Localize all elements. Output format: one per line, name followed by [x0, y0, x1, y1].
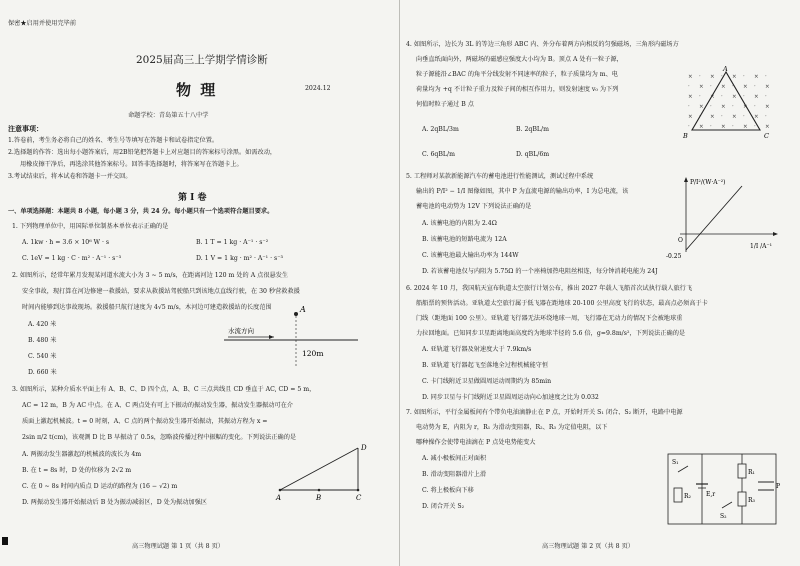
q3-triangle-diagram [270, 442, 390, 504]
q7-option-b: B. 滑动变阻器滑片上滑 [422, 471, 487, 478]
q4-option-a: A. 2qBL/3m [422, 126, 459, 133]
svg-text:×: × [754, 74, 759, 80]
label-a: A [723, 66, 728, 73]
svg-text:·: · [721, 74, 723, 80]
y-axis-label: P/I²/(W·A⁻²) [690, 179, 726, 186]
q5-option-d: D. 若该蓄电池仅与内阻为 5.75Ω 的一个座椅加热电阻丝相连，每分钟消耗电能为 24J [422, 268, 658, 275]
svg-text:×: × [699, 124, 704, 130]
x-axis-label: 1/I /A⁻¹ [750, 243, 773, 250]
label-b: B [683, 132, 688, 140]
setter-school: 命题学校：青岛第五十八中学 [128, 112, 209, 119]
origin-label: O [678, 237, 683, 244]
svg-text:·: · [754, 84, 756, 90]
q3-line: AC = 12 m，B 为 AC 中点。在 A、C 两点处有可上下振动的振动发生器，振动发生器振动可在介 [22, 402, 294, 409]
label-r2: R₂ [684, 493, 691, 500]
q1-option-c: C. 1eV = 1 kg · C · m² · A⁻¹ · s⁻³ [22, 255, 122, 262]
subject-title: 物 理 [176, 81, 218, 99]
q6-line: 6. 2024 年 10 月，我国航天宣布轨道太空旅行计划公布，推出 2027 年载人飞船首次试执行载人旅行飞 [406, 285, 693, 292]
volume-title: 第 I 卷 [178, 193, 207, 203]
svg-text:·: · [732, 84, 734, 90]
q6-line: 门线（距地面 100 公里）。亚轨道飞行器无法环绕地球一周，飞行器在无动力的情况下会被地球重 [416, 315, 683, 322]
label-d: D [361, 444, 367, 452]
svg-text:·: · [688, 84, 690, 90]
q4-line: 荷量均为 +q 不计粒子重力及粒子间的相互作用力，则发射速度 v₀ 为下列 [416, 86, 619, 93]
q7-option-d: D. 闭合开关 S₂ [422, 503, 465, 510]
q4-line: 向垂直纸面向外，两磁场的磁感应强度大小均为 B。顶点 A 处有一粒子源， [416, 56, 623, 63]
svg-text:×: × [688, 74, 693, 80]
svg-text:·: · [765, 94, 767, 100]
svg-text:·: · [710, 104, 712, 110]
q3-line: 2sin π/2 t(cm)，该观测 D 比 B 早振动了 0.5s，忽略波传播过程中振幅的变化。下列说法正确的是 [22, 434, 297, 441]
label-a: A [276, 494, 282, 502]
label-s2: S₂ [720, 513, 727, 520]
q7-option-a: A. 减小极板间正对面积 [422, 455, 487, 462]
q5-option-b: B. 该蓄电池的短路电流为 12A [422, 236, 507, 243]
svg-text:×: × [710, 74, 715, 80]
svg-text:×: × [732, 74, 737, 80]
q3-option-d: D. 两振动发生器开始振动后 B 处为振动减弱区，D 处为振动加强区 [22, 499, 207, 506]
svg-text:×: × [688, 94, 693, 100]
svg-text:·: · [688, 104, 690, 110]
q7-circuit-diagram [662, 448, 790, 530]
svg-text:×: × [699, 84, 704, 90]
svg-text:·: · [765, 114, 767, 120]
svg-text:·: · [743, 94, 745, 100]
exam-title: 2025届高三上学期学情诊断 [136, 54, 268, 66]
q1-stem: 1. 下列物理单位中，用国际单位制基本单位表示正确的是 [12, 223, 169, 230]
q3-line: 3. 如图所示，某种介质水平面上有 A、B、C、D 四个点，A、B、C 三点共线且 CD 垂直于 AC, CD = 5 m， [12, 386, 316, 393]
label-r1: R₁ [748, 469, 755, 476]
svg-text:·: · [732, 124, 734, 130]
point-a-dot [294, 312, 298, 316]
q2-line: 时间内能够到达事故现场。救援船只航行速度为 4√5 m/s，木河边可建造救援站的长度范围 [22, 304, 272, 311]
svg-text:×: × [721, 104, 726, 110]
note-line: 3.考试结束后，将本试卷和答题卡一并交回。 [8, 173, 132, 180]
svg-text:·: · [699, 74, 701, 80]
flow-arrowhead [269, 335, 274, 339]
q6-line: 船船票的预售活动。亚轨道太空旅行属于低飞器在距地球 20-100 公里高度飞行的状态，最高点必须高于卡 [416, 300, 708, 307]
note-line: 1.答卷前，考生务必将自己的姓名、考生号等填写在答题卡和试卷指定位置。 [8, 137, 219, 144]
svg-text:×: × [743, 124, 748, 130]
q4-magnetic-field-diagram [680, 66, 776, 140]
svg-text:·: · [699, 114, 701, 120]
q4-line: 粒子源能沿∠BAC 的角平分线发射不同速率的粒子，粒子质量均为 m、电 [416, 71, 618, 78]
q3-option-a: A. 两振动发生器激起的机械波的波长为 4m [22, 451, 142, 458]
q4-option-c: C. 6qBL/m [422, 151, 455, 158]
svg-text:·: · [754, 104, 756, 110]
q5-option-a: A. 该蓄电池的内阻为 2.4Ω [422, 220, 497, 227]
svg-text:×: × [732, 94, 737, 100]
q1-option-a: A. 1kw · h = 3.6 × 10⁶ W · s [22, 239, 110, 246]
q4-option-d: D. qBL/6m [516, 151, 550, 158]
q7-line: 哪种操作会使带电油滴在 P 点处电势能变大 [416, 439, 536, 446]
distance-label: 120m [302, 349, 324, 358]
right-page [400, 0, 800, 566]
svg-text:·: · [721, 114, 723, 120]
svg-text:·: · [743, 74, 745, 80]
label-emf: E,r [706, 491, 716, 498]
q2-line: 2. 如图所示，经常年累月发现某河道水流大小为 3 ~ 5 m/s，在距离河边 120 m 处的 A 点很悬发生 [12, 272, 289, 279]
q2-option-a: A. 420 米 [28, 321, 57, 328]
svg-text:·: · [754, 124, 756, 130]
q6-option-b: B. 亚轨道飞行器起飞至落地全过程机械能守恒 [422, 362, 549, 369]
page-footer: 高三物理试题 第 2 页（共 8 页） [542, 543, 634, 550]
svg-text:×: × [721, 84, 726, 90]
q6-line: 力拉回地面。已知同步卫星距离地面高度约为地球半径的 5.6 倍，g=9.8m/s²，下列说法正确的是 [416, 330, 686, 337]
svg-text:×: × [732, 114, 737, 120]
label-c: C [764, 132, 769, 140]
q3-option-b: B. 在 t = 8s 时，D 处的位移为 2√2 m [22, 467, 132, 474]
svg-text:×: × [699, 104, 704, 110]
exam-date: 2024.12 [305, 85, 331, 92]
svg-text:×: × [754, 94, 759, 100]
svg-text:×: × [721, 124, 726, 130]
label-c: C [356, 494, 362, 502]
svg-text:×: × [765, 124, 770, 130]
svg-text:·: · [765, 74, 767, 80]
svg-text:×: × [765, 104, 770, 110]
q2-option-b: B. 480 米 [28, 337, 57, 344]
svg-text:×: × [765, 84, 770, 90]
q7-option-c: C. 将上极板向下移 [422, 487, 474, 494]
q5-line: 5. 工程师对某款新能源汽车的蓄电池进行性能测试，测试过程中系统 [406, 173, 594, 180]
svg-text:·: · [688, 124, 690, 130]
q3-line: 质面上激起机械波。t = 0 时刻，A、C 点的两个振动发生器开始振动，其振动方程为 x = [22, 418, 268, 425]
q2-option-d: D. 660 米 [28, 369, 57, 376]
q5-graph [666, 172, 790, 262]
graph-line [686, 186, 742, 250]
q5-line: 蓄电池的电动势为 12V 下列说法正确的是 [416, 203, 532, 210]
q7-line: 电动势为 E，内阻为 r，R₁ 为滑动变阻器，R₂、R₃ 为定值电阻，以下 [416, 424, 608, 431]
svg-text:·: · [732, 104, 734, 110]
q4-line: 4. 如图所示，边长为 3L 的等边三角形 ABC 内、外分布着两方向相反的匀强磁场，三角形内磁场方 [406, 41, 679, 48]
q6-option-c: C. 卡门线附近卫星做圆周运动周期约为 85min [422, 378, 552, 385]
confidential-label: 保密★启用并使用完毕前 [8, 20, 77, 27]
intercept-label: -0.25 [666, 253, 682, 260]
q4-line: 何值时粒子通过 B 点 [416, 101, 474, 108]
point-a-label: A [300, 305, 306, 314]
q2-option-c: C. 540 米 [28, 353, 57, 360]
flow-direction-label: 水流方向 [228, 327, 254, 335]
label-r3: R₃ [748, 497, 755, 504]
label-s1: S₁ [672, 459, 679, 466]
q4-option-b: B. 2qBL/m [516, 126, 549, 133]
section-one-heading: 一、单项选择题：本题共 8 小题，每小题 3 分，共 24 分。每小题只有一个选项符合题目要求。 [8, 208, 274, 215]
notes-title: 注意事项： [8, 124, 43, 133]
q5-option-c: C. 该蓄电池最大输出功率为 144W [422, 252, 519, 259]
svg-text:·: · [699, 94, 701, 100]
q2-river-diagram [222, 304, 362, 374]
q6-option-d: D. 同步卫星与卡门线附近卫星圆周运动向心加速度之比为 0.032 [422, 394, 599, 401]
svg-text:×: × [688, 114, 693, 120]
note-line: 2.选择题的作答：选出每小题答案后，用2B铅笔把答题卡上对应题目的答案标号涂黑。如需改动， [8, 149, 277, 156]
label-p: P [776, 483, 781, 490]
svg-text:·: · [721, 94, 723, 100]
q5-line: 输出的 P/I² − 1/I 图像如图，其中 P 为直流电源的输出功率，I 为总电流，该 [416, 188, 629, 195]
q2-line: 安全事故，现打算在河边修建一救援站，要求从救援站驾驶船只到该地点直线行驶，在 30 秒营救救援 [22, 288, 300, 295]
scan-mark [2, 537, 8, 545]
q1-option-b: B. 1 T = 1 kg · A⁻¹ · s⁻² [196, 239, 269, 246]
q7-line: 7. 如图所示，平行金属板间有个带负电油滴静止在 P 点，开始时开关 S₁ 闭合、S₂ 断开，电路中电源 [406, 409, 683, 416]
svg-text:·: · [710, 124, 712, 130]
page-footer: 高三物理试题 第 1 页（共 8 页） [132, 543, 224, 550]
svg-text:·: · [710, 84, 712, 90]
q1-option-d: D. 1 V = 1 kg · m² · A⁻¹ · s⁻³ [196, 255, 283, 262]
svg-text:·: · [743, 114, 745, 120]
q3-option-c: C. 在 0 ~ 8s 时间内质点 D 运动的路程为 (16 − √2) m [22, 483, 178, 490]
svg-text:×: × [743, 104, 748, 110]
svg-text:×: × [710, 114, 715, 120]
label-b: B [316, 494, 322, 502]
note-line: 用橡皮擦干净后，再选涂其他答案标号。回答非选择题时，将答案写在答题卡上。 [20, 161, 243, 168]
svg-text:×: × [710, 94, 715, 100]
q6-option-a: A. 亚轨道飞行器及射速度大于 7.9km/s [422, 346, 532, 353]
svg-text:×: × [743, 84, 748, 90]
svg-text:×: × [754, 114, 759, 120]
